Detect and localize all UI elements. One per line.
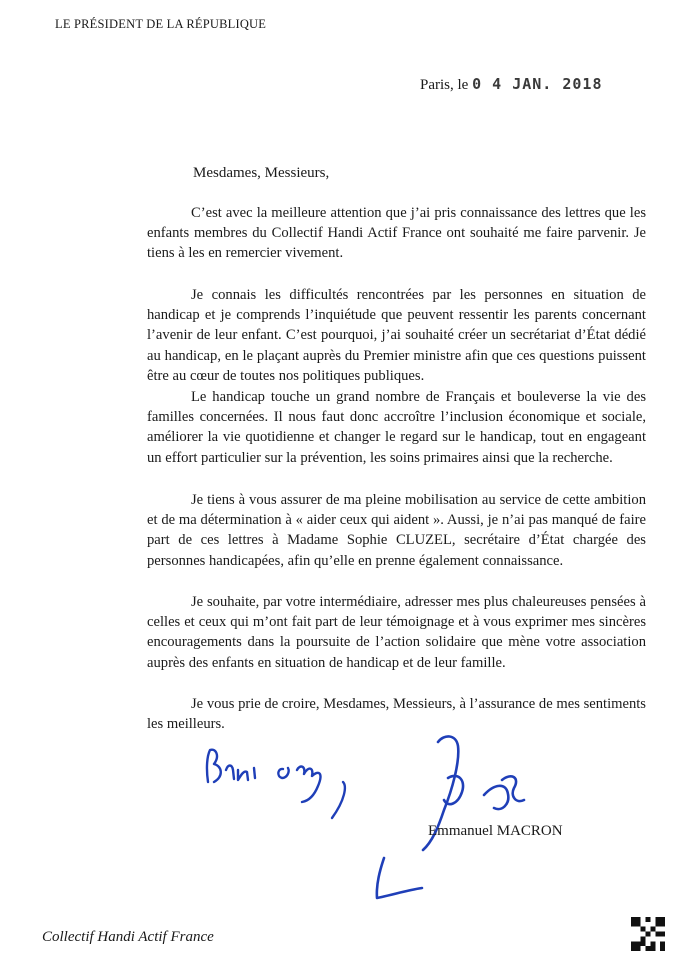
paragraph-3: Le handicap touche un grand nombre de Français et bouleverse la vie des familles concernées. Il nous faut donc accroître l’inclusion économique et sociale, améliorer la vie quotidienne et changer le regard sur le handicap, tout en engageant un effort particulier sur la prévention, les soins primaires ainsi que la recherche. [147,389,646,466]
paragraph-1: C’est avec la meilleure attention que j’ai pris connaissance des lettres que les enfants membres du Collectif Handi Actif France ont souhaité me faire parvenir. Je tiens à les en remercier vivement. [147,205,646,262]
date-stamp: 0 4 JAN. 2018 [472,75,603,93]
greeting: Mesdames, Messieurs, [193,165,330,181]
signature [377,736,524,898]
qr-code-icon [631,917,665,951]
footer-recipient: Collectif Handi Actif France [42,929,214,945]
paragraph-4: Je tiens à vous assurer de ma pleine mobilisation au service de cette ambition et de ma détermination à « aider ceux qui aident ». Aussi, je n’ai pas manqué de faire part de ces lettres à Madame Sophie CLUZEL, secrétaire d’État chargée des personnes handicapées, afin qu’elle en prenne également connaissance. [147,492,646,569]
date-prefix: Paris, le [420,77,469,93]
letterhead: LE PRÉSIDENT DE LA RÉPUBLIQUE [55,17,267,31]
signatory-name: Emmanuel MACRON [428,823,563,839]
paragraph-5: Je souhaite, par votre intermédiaire, adresser mes plus chaleureuses pensées à celles et ceux qui m’ont fait part de leur témoignage et à vous exprimer mes sincères encouragements dans la poursuite de l’action solidaire que mène votre association auprès des enfants en situation de handicap et de leur famille. [147,594,646,671]
handwritten-closing [207,750,345,818]
paragraph-2: Je connais les difficultés rencontrées par les personnes en situation de handicap et je comprends l’inquiétude que peuvent ressentir les parents concernant l’avenir de leur enfant. C’est pourquoi, j’ai souhaité créer un secrétariat d’État dédié au handicap, en le plaçant auprès du Premier ministre afin que ces questions puissent être au cœur de toutes nos politiques publiques. [147,287,646,384]
paragraph-6: Je vous prie de croire, Mesdames, Messieurs, à l’assurance de mes sentiments les meilleurs. [147,696,646,733]
